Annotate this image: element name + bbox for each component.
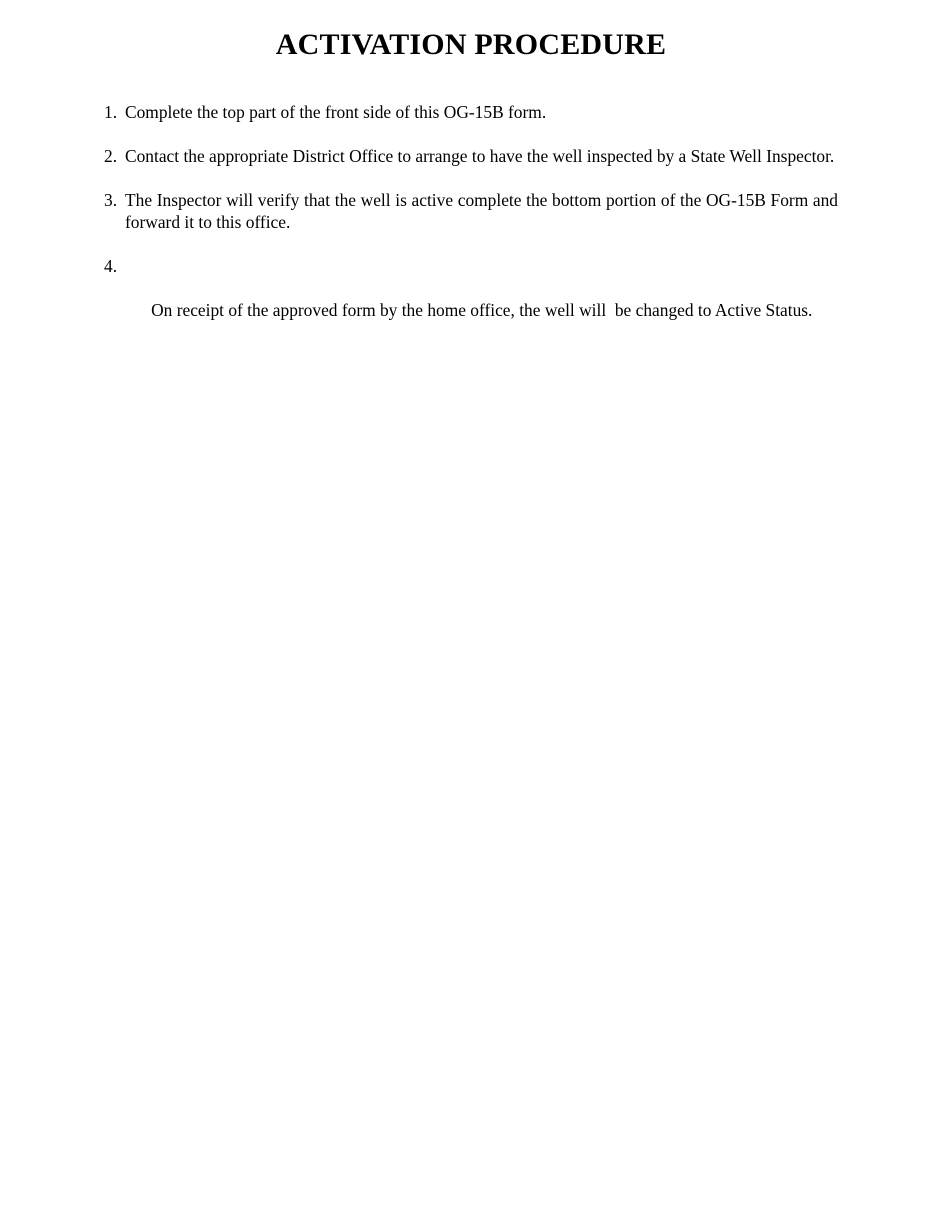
procedure-step-3 (104, 189, 838, 233)
procedure-step-1 (104, 101, 838, 123)
procedure-step-4 (104, 255, 838, 343)
step-text: On receipt of the approved form by the home office, the well will be changed to Active Status. (151, 300, 813, 320)
step-text: Complete the top part of the front side of this OG-15B form. (125, 102, 547, 122)
step-number: 3. (104, 190, 118, 210)
step-number: 1. (104, 102, 118, 122)
page-title: ACTIVATION PROCEDURE (275, 28, 667, 61)
step-number: 2. (104, 146, 118, 166)
step-number: 4. (104, 256, 118, 276)
step-text: The Inspector will verify that the well is active complete the bottom portion of the OG-15B Form and forward it to this office. (125, 190, 838, 232)
procedure-steps-list (104, 101, 838, 365)
step-text: Contact the appropriate District Office to arrange to have the well inspected by a State Well Inspector. (125, 146, 835, 166)
procedure-step-2 (104, 145, 838, 167)
